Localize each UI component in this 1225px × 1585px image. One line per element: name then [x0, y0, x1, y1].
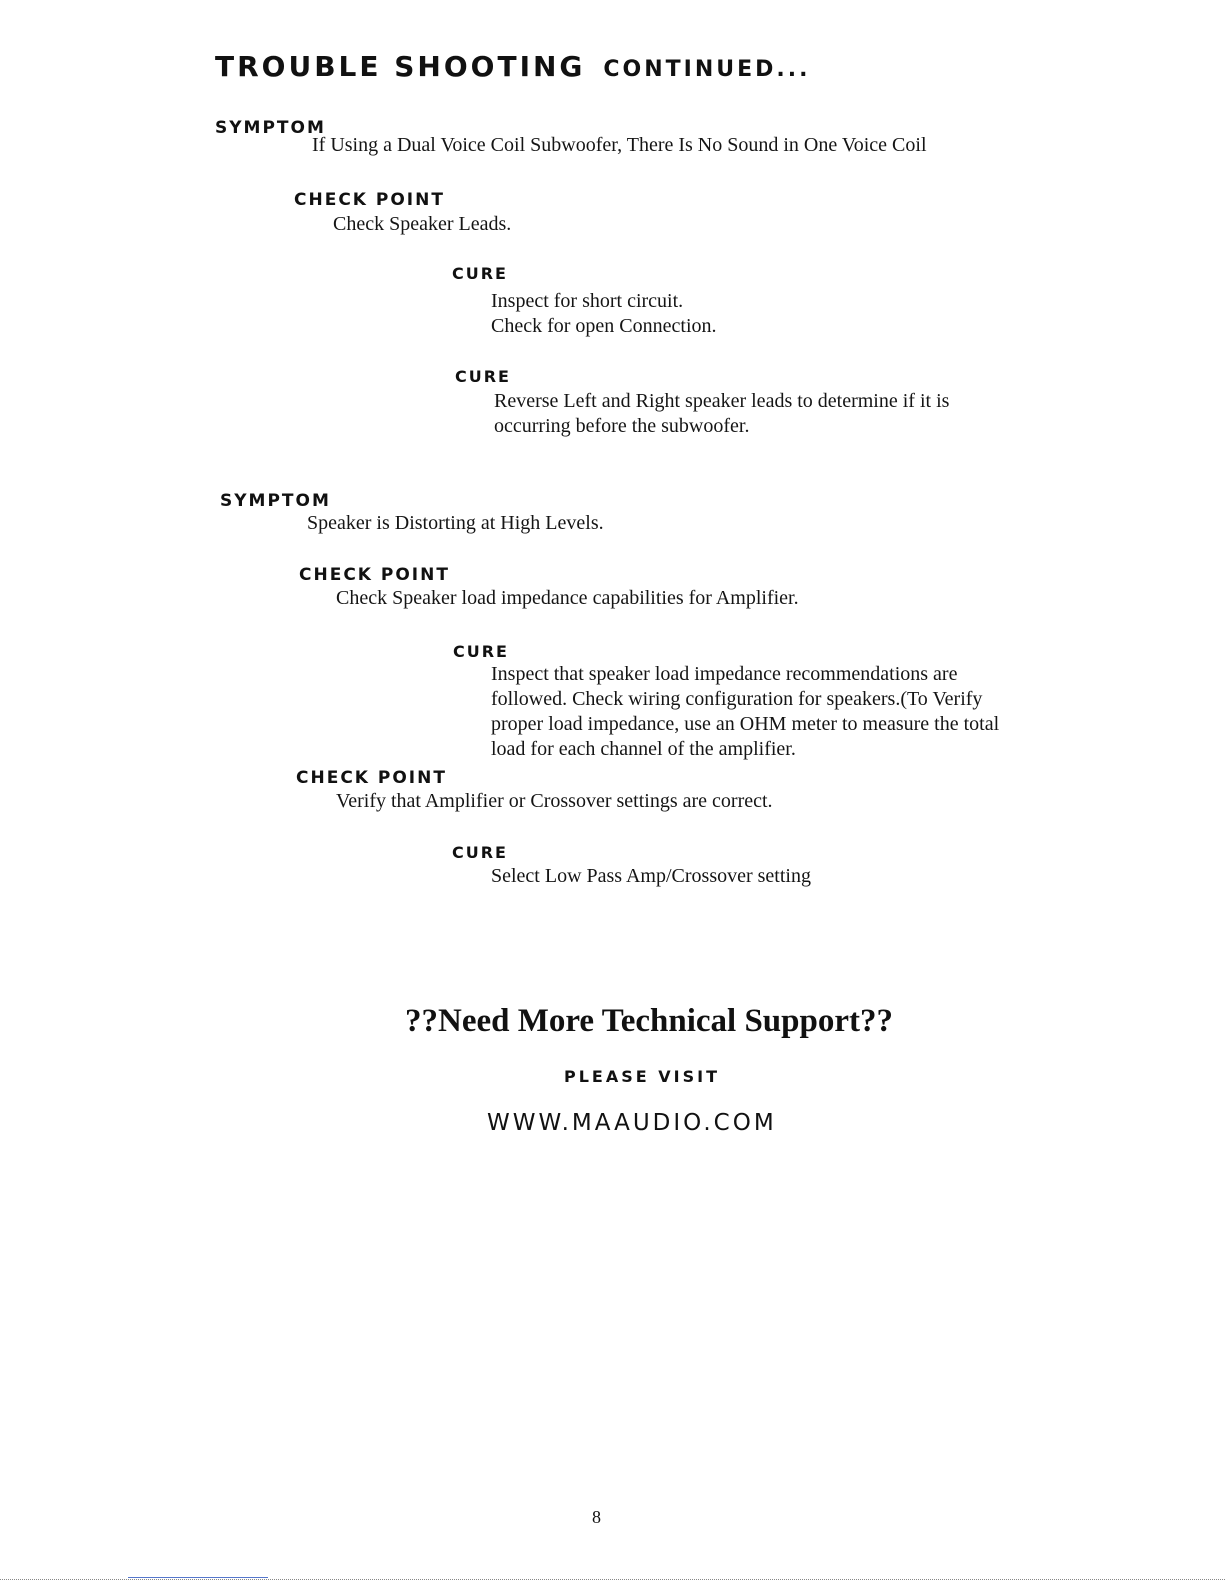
check-point-text: Check Speaker Leads. [333, 213, 512, 235]
cure-text [491, 289, 717, 339]
symptom-label: SYMPTOM [215, 118, 326, 138]
page-number: 8 [592, 1507, 601, 1527]
cure-label: CURE [452, 843, 508, 862]
cure-label: CURE [452, 264, 508, 283]
scan-edge-line [0, 1579, 1225, 1580]
support-url: WWW.MAAUDIO.COM [487, 1110, 777, 1136]
page-header [215, 50, 811, 83]
cure-line: Reverse Left and Right speaker leads to determine if it is [494, 390, 950, 412]
cure-label: CURE [455, 367, 511, 386]
symptom-text: Speaker is Distorting at High Levels. [307, 512, 604, 534]
check-point-label: CHECK POINT [299, 565, 450, 585]
cure-line: proper load impedance, use an OHM meter to measure the total [491, 713, 1000, 735]
support-title: ??Need More Technical Support?? [405, 1003, 893, 1039]
cure-line: Inspect for short circuit. [491, 290, 684, 312]
cure-text: Select Low Pass Amp/Crossover setting [491, 865, 811, 887]
scan-edge-mark [128, 1577, 268, 1578]
symptom-label: SYMPTOM [220, 491, 331, 511]
check-point-label: CHECK POINT [296, 768, 447, 788]
cure-line: followed. Check wiring configuration for speakers.(To Verify [491, 688, 983, 710]
check-point-text: Verify that Amplifier or Crossover settings are correct. [336, 790, 773, 812]
page-title: TROUBLE SHOOTING [215, 50, 586, 83]
please-visit-label: PLEASE VISIT [564, 1067, 720, 1086]
cure-label: CURE [453, 642, 509, 661]
cure-line: occurring before the subwoofer. [494, 415, 750, 437]
cure-line: load for each channel of the amplifier. [491, 738, 796, 760]
cure-line: Check for open Connection. [491, 315, 717, 337]
check-point-text: Check Speaker load impedance capabilities for Amplifier. [336, 587, 799, 609]
symptom-text: If Using a Dual Voice Coil Subwoofer, There Is No Sound in One Voice Coil [312, 134, 927, 156]
cure-text [494, 389, 949, 439]
cure-text [491, 662, 999, 762]
check-point-label: CHECK POINT [294, 190, 445, 210]
cure-line: Inspect that speaker load impedance recommendations are [491, 663, 958, 685]
page-title-continued: CONTINUED... [603, 57, 811, 82]
